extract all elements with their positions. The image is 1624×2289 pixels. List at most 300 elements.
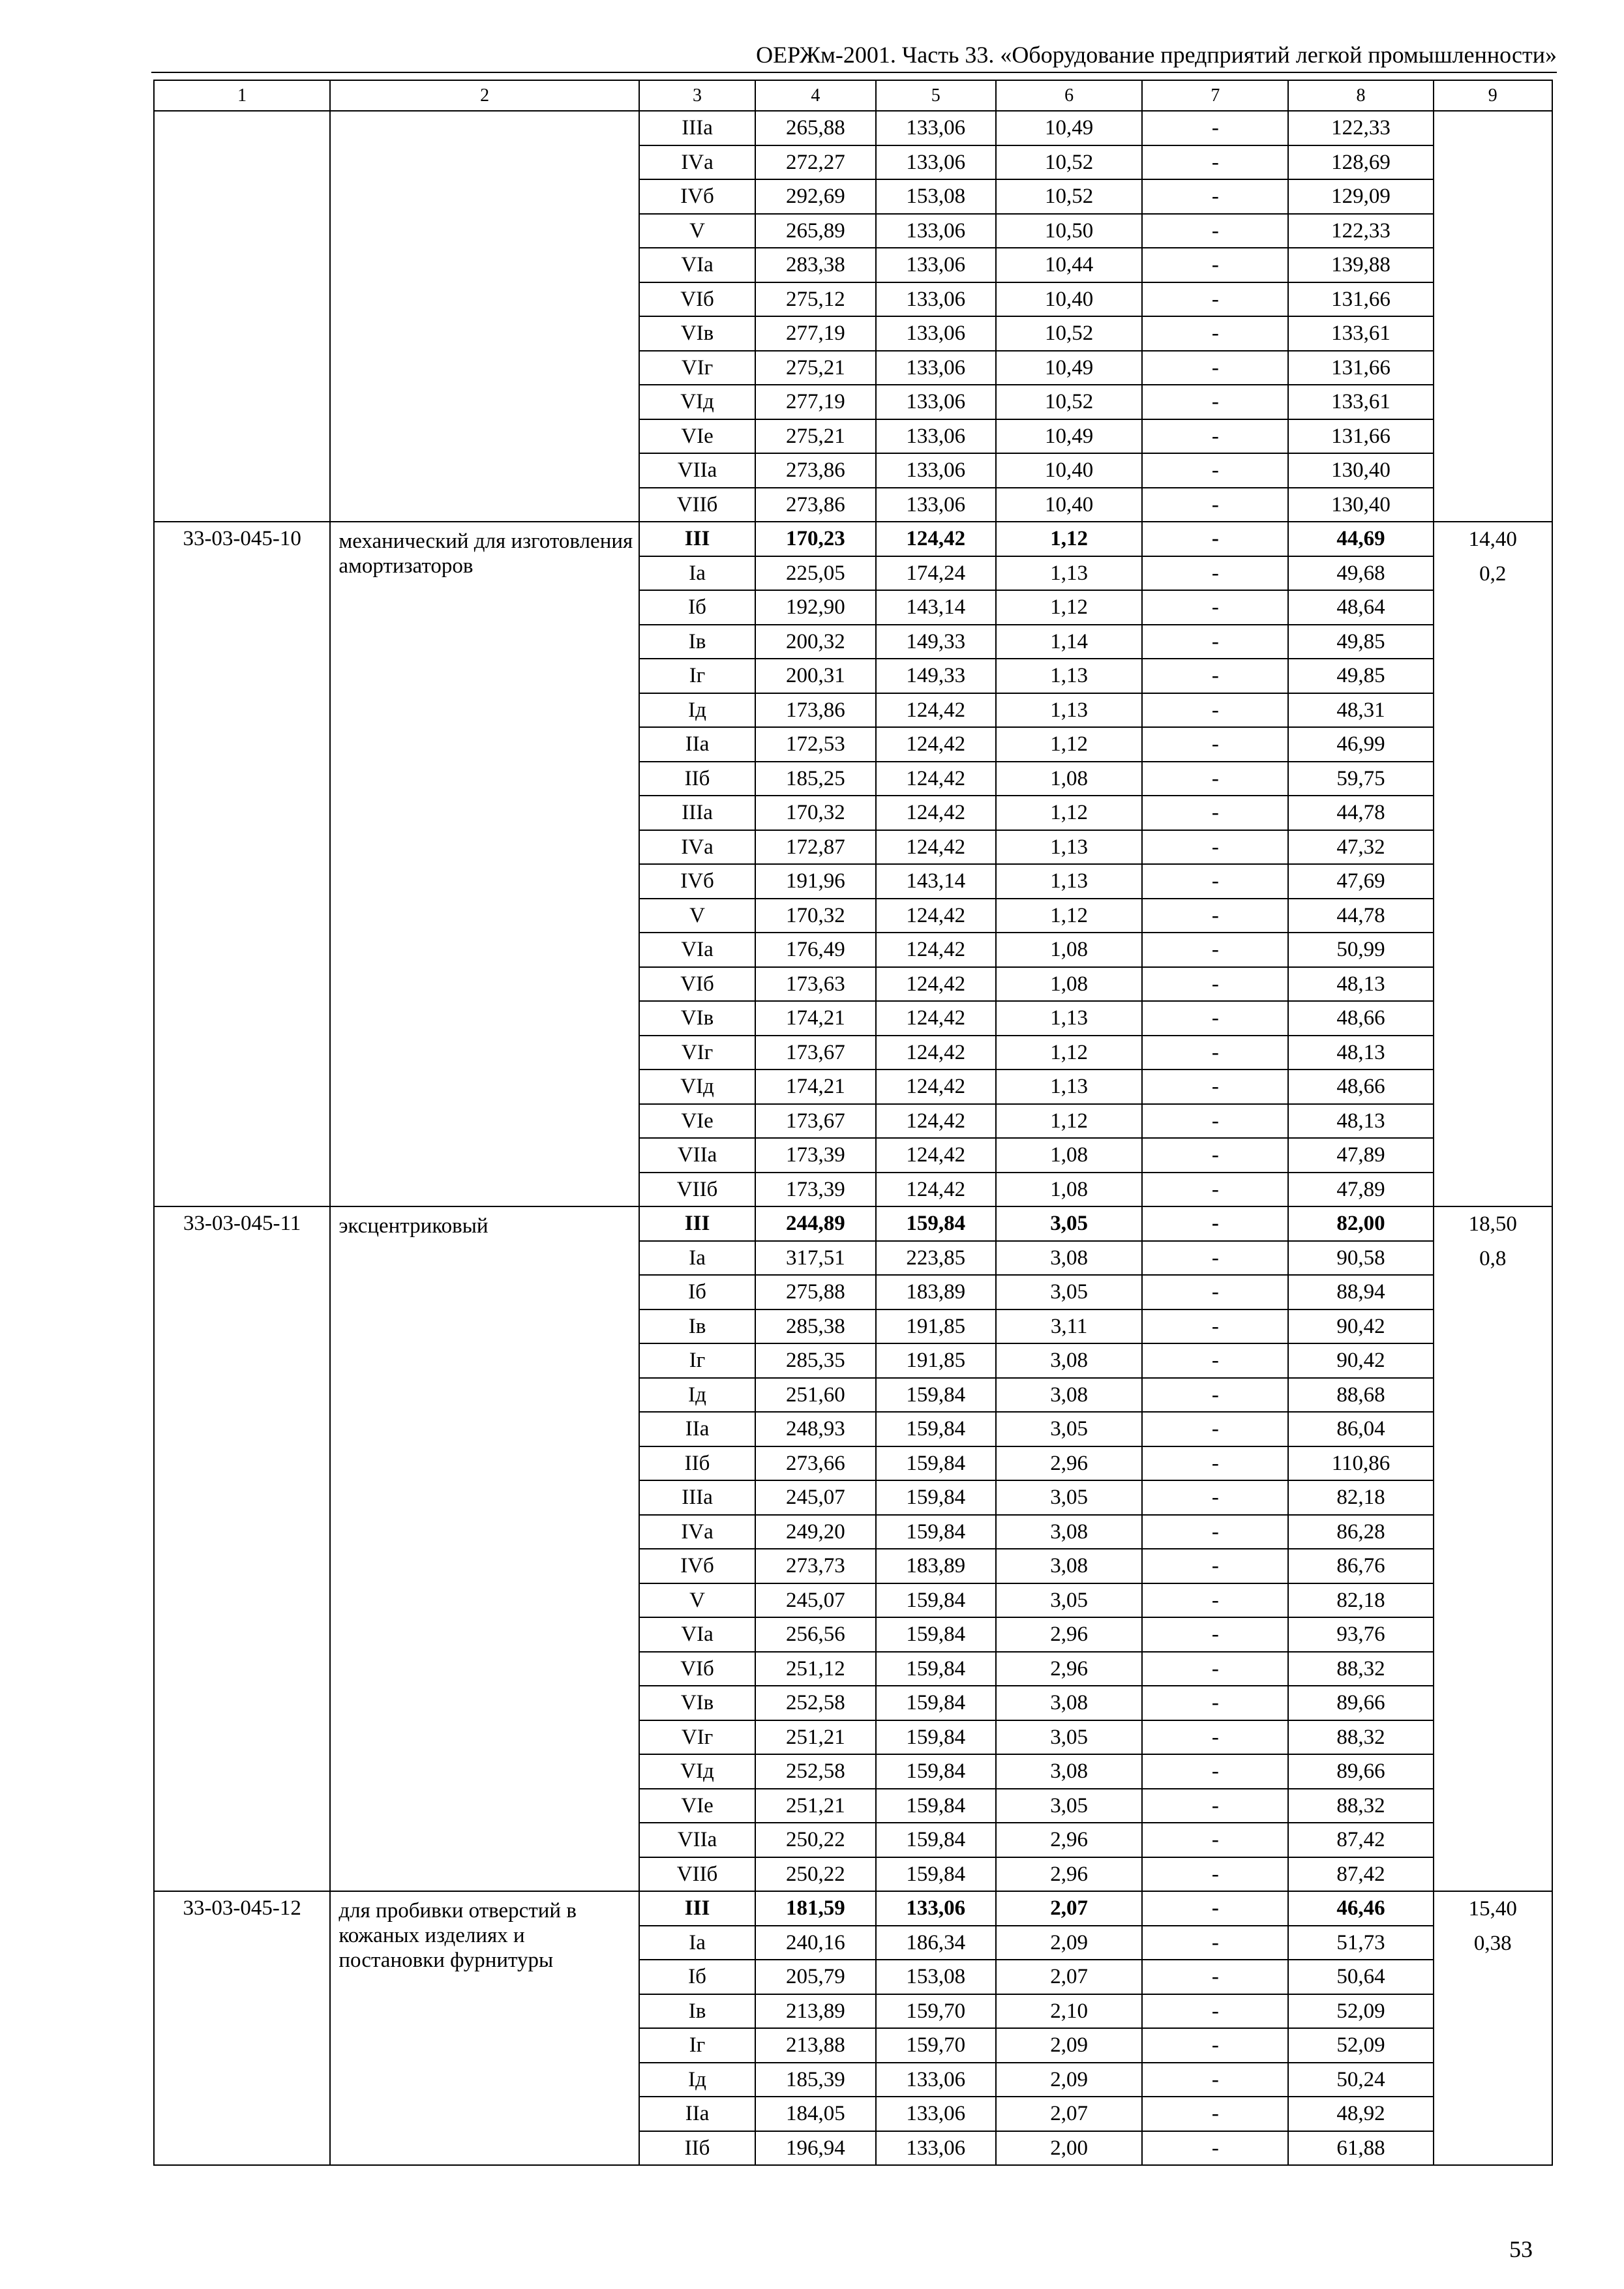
zone-cell: VIг bbox=[639, 351, 755, 385]
value-cell: 185,39 bbox=[755, 2063, 875, 2097]
value-cell: - bbox=[1142, 111, 1288, 145]
value-cell: 88,32 bbox=[1288, 1789, 1433, 1823]
value-cell: - bbox=[1142, 1891, 1288, 1926]
value-cell: - bbox=[1142, 762, 1288, 796]
value-cell: 159,84 bbox=[876, 1515, 996, 1549]
value-cell: 273,73 bbox=[755, 1549, 875, 1583]
materials-cell bbox=[1434, 522, 1552, 1206]
value-cell: 49,68 bbox=[1288, 556, 1433, 591]
value-cell: - bbox=[1142, 659, 1288, 693]
value-cell: 149,33 bbox=[876, 659, 996, 693]
page-number: 53 bbox=[1509, 2236, 1533, 2262]
zone-cell: III bbox=[639, 1206, 755, 1241]
value-cell: 2,10 bbox=[996, 1994, 1142, 2029]
value-cell: 277,19 bbox=[755, 316, 875, 351]
zone-cell: IIб bbox=[639, 1446, 755, 1481]
value-cell: 87,42 bbox=[1288, 1857, 1433, 1892]
value-cell: 130,40 bbox=[1288, 488, 1433, 522]
value-cell: 82,18 bbox=[1288, 1583, 1433, 1618]
value-cell: - bbox=[1142, 1549, 1288, 1583]
value-cell: 2,09 bbox=[996, 1926, 1142, 1960]
value-cell: 159,84 bbox=[876, 1857, 996, 1892]
value-cell: 159,84 bbox=[876, 1617, 996, 1652]
zone-cell: IIа bbox=[639, 2097, 755, 2131]
value-cell: 124,42 bbox=[876, 693, 996, 728]
zone-cell: VIб bbox=[639, 282, 755, 317]
value-cell: 1,13 bbox=[996, 864, 1142, 899]
value-cell: 173,63 bbox=[755, 967, 875, 1002]
value-cell: 159,84 bbox=[876, 1754, 996, 1789]
value-cell: 51,73 bbox=[1288, 1926, 1433, 1960]
value-cell: 196,94 bbox=[755, 2131, 875, 2166]
value-cell: 317,51 bbox=[755, 1241, 875, 1276]
value-cell: 88,68 bbox=[1288, 1378, 1433, 1413]
zone-cell: Iв bbox=[639, 1994, 755, 2029]
value-cell: 44,69 bbox=[1288, 522, 1433, 556]
value-cell: 285,35 bbox=[755, 1343, 875, 1378]
value-cell: 3,11 bbox=[996, 1309, 1142, 1344]
value-cell: 10,50 bbox=[996, 214, 1142, 248]
value-cell: 170,23 bbox=[755, 522, 875, 556]
value-cell: 273,66 bbox=[755, 1446, 875, 1481]
value-cell: 46,46 bbox=[1288, 1891, 1433, 1926]
value-cell: - bbox=[1142, 522, 1288, 556]
value-cell: 10,44 bbox=[996, 248, 1142, 282]
value-cell: - bbox=[1142, 556, 1288, 591]
value-cell: - bbox=[1142, 1823, 1288, 1857]
zone-cell: III bbox=[639, 522, 755, 556]
value-cell: 185,25 bbox=[755, 762, 875, 796]
value-cell: 133,06 bbox=[876, 2131, 996, 2166]
value-cell: - bbox=[1142, 796, 1288, 830]
value-cell: 88,94 bbox=[1288, 1275, 1433, 1309]
zone-cell: Iб bbox=[639, 590, 755, 625]
value-cell: 131,66 bbox=[1288, 351, 1433, 385]
value-cell: - bbox=[1142, 248, 1288, 282]
value-cell: 1,12 bbox=[996, 590, 1142, 625]
item-code bbox=[154, 111, 330, 522]
value-cell: 133,06 bbox=[876, 453, 996, 488]
materials-value: 0,38 bbox=[1473, 1932, 1512, 1955]
zone-cell: VIг bbox=[639, 1720, 755, 1755]
value-cell: 225,05 bbox=[755, 556, 875, 591]
value-cell: 159,84 bbox=[876, 1686, 996, 1720]
value-cell: 2,00 bbox=[996, 2131, 1142, 2166]
value-cell: 1,12 bbox=[996, 899, 1142, 933]
zone-cell: VIа bbox=[639, 1617, 755, 1652]
value-cell: 133,06 bbox=[876, 145, 996, 180]
value-cell: 153,08 bbox=[876, 179, 996, 214]
value-cell: 275,21 bbox=[755, 351, 875, 385]
value-cell: 124,42 bbox=[876, 522, 996, 556]
value-cell: 181,59 bbox=[755, 1891, 875, 1926]
value-cell: 192,90 bbox=[755, 590, 875, 625]
value-cell: - bbox=[1142, 282, 1288, 317]
zone-cell: Iд bbox=[639, 1378, 755, 1413]
zone-cell: IVа bbox=[639, 830, 755, 865]
value-cell: - bbox=[1142, 1275, 1288, 1309]
zone-cell: VIа bbox=[639, 248, 755, 282]
zone-cell: Iб bbox=[639, 1275, 755, 1309]
value-cell: 1,13 bbox=[996, 659, 1142, 693]
value-cell: 244,89 bbox=[755, 1206, 875, 1241]
value-cell: - bbox=[1142, 2028, 1288, 2063]
value-cell: - bbox=[1142, 1857, 1288, 1892]
value-cell: 173,39 bbox=[755, 1173, 875, 1207]
value-cell: 133,06 bbox=[876, 282, 996, 317]
value-cell: 273,86 bbox=[755, 453, 875, 488]
value-cell: - bbox=[1142, 316, 1288, 351]
value-cell: 173,39 bbox=[755, 1138, 875, 1173]
value-cell: 10,52 bbox=[996, 145, 1142, 180]
value-cell: - bbox=[1142, 1926, 1288, 1960]
value-cell: 88,32 bbox=[1288, 1720, 1433, 1755]
value-cell: 86,04 bbox=[1288, 1412, 1433, 1446]
value-cell: 159,84 bbox=[876, 1206, 996, 1241]
value-cell: 133,06 bbox=[876, 351, 996, 385]
value-cell: 133,06 bbox=[876, 2063, 996, 2097]
value-cell: 256,56 bbox=[755, 1617, 875, 1652]
zone-cell: VIIа bbox=[639, 453, 755, 488]
value-cell: - bbox=[1142, 1138, 1288, 1173]
value-cell: 159,84 bbox=[876, 1789, 996, 1823]
value-cell: 124,42 bbox=[876, 933, 996, 967]
zone-cell: IIIа bbox=[639, 111, 755, 145]
zone-cell: V bbox=[639, 1583, 755, 1618]
value-cell: 124,42 bbox=[876, 1070, 996, 1104]
value-cell: 183,89 bbox=[876, 1549, 996, 1583]
zone-cell: IVб bbox=[639, 1549, 755, 1583]
value-cell: 251,60 bbox=[755, 1378, 875, 1413]
value-cell: - bbox=[1142, 1206, 1288, 1241]
column-number: 5 bbox=[876, 80, 996, 111]
value-cell: 47,32 bbox=[1288, 830, 1433, 865]
value-cell: 133,06 bbox=[876, 214, 996, 248]
value-cell: 133,06 bbox=[876, 419, 996, 454]
value-cell: - bbox=[1142, 590, 1288, 625]
value-cell: - bbox=[1142, 2063, 1288, 2097]
value-cell: 48,66 bbox=[1288, 1001, 1433, 1036]
value-cell: 44,78 bbox=[1288, 899, 1433, 933]
zone-cell: VIIа bbox=[639, 1823, 755, 1857]
value-cell: 173,67 bbox=[755, 1104, 875, 1139]
value-cell: 143,14 bbox=[876, 590, 996, 625]
value-cell: - bbox=[1142, 1001, 1288, 1036]
zone-cell: IIа bbox=[639, 727, 755, 762]
column-number: 7 bbox=[1142, 80, 1288, 111]
value-cell: 2,07 bbox=[996, 1960, 1142, 1994]
value-cell: - bbox=[1142, 693, 1288, 728]
value-cell: 1,08 bbox=[996, 1138, 1142, 1173]
table-row bbox=[154, 111, 1552, 145]
header-rule bbox=[151, 72, 1557, 73]
value-cell: 50,99 bbox=[1288, 933, 1433, 967]
value-cell: - bbox=[1142, 1789, 1288, 1823]
value-cell: 159,70 bbox=[876, 1994, 996, 2029]
zone-cell: VIд bbox=[639, 1070, 755, 1104]
value-cell: 82,18 bbox=[1288, 1480, 1433, 1515]
column-number: 4 bbox=[755, 80, 875, 111]
table-row bbox=[154, 1891, 1552, 1926]
materials-value: 0,8 bbox=[1479, 1247, 1507, 1270]
value-cell: 205,79 bbox=[755, 1960, 875, 1994]
value-cell: 250,22 bbox=[755, 1857, 875, 1892]
column-number-row bbox=[154, 80, 1552, 111]
column-number: 8 bbox=[1288, 80, 1433, 111]
value-cell: 90,58 bbox=[1288, 1241, 1433, 1276]
value-cell: 272,27 bbox=[755, 145, 875, 180]
value-cell: 2,96 bbox=[996, 1617, 1142, 1652]
value-cell: 159,84 bbox=[876, 1412, 996, 1446]
value-cell: 143,14 bbox=[876, 864, 996, 899]
item-name bbox=[330, 111, 639, 522]
value-cell: - bbox=[1142, 2097, 1288, 2131]
value-cell: 159,84 bbox=[876, 1652, 996, 1686]
zone-cell: IVб bbox=[639, 179, 755, 214]
zone-cell: IVа bbox=[639, 1515, 755, 1549]
value-cell: 82,00 bbox=[1288, 1206, 1433, 1241]
value-cell: - bbox=[1142, 967, 1288, 1002]
item-code: 33-03-045-10 bbox=[154, 522, 330, 1206]
zone-cell: V bbox=[639, 214, 755, 248]
value-cell: 44,78 bbox=[1288, 796, 1433, 830]
value-cell: - bbox=[1142, 1480, 1288, 1515]
item-code: 33-03-045-12 bbox=[154, 1891, 330, 2165]
value-cell: 3,05 bbox=[996, 1412, 1142, 1446]
value-cell: 174,24 bbox=[876, 556, 996, 591]
value-cell: 159,84 bbox=[876, 1583, 996, 1618]
value-cell: - bbox=[1142, 1104, 1288, 1139]
column-number: 1 bbox=[154, 80, 330, 111]
value-cell: 223,85 bbox=[876, 1241, 996, 1276]
materials-value: 18,50 bbox=[1468, 1212, 1517, 1236]
column-number: 2 bbox=[330, 80, 639, 111]
value-cell: 133,06 bbox=[876, 2097, 996, 2131]
value-cell: 47,89 bbox=[1288, 1173, 1433, 1207]
value-cell: 130,40 bbox=[1288, 453, 1433, 488]
value-cell: 1,14 bbox=[996, 625, 1142, 659]
value-cell: - bbox=[1142, 1617, 1288, 1652]
value-cell: 2,07 bbox=[996, 1891, 1142, 1926]
value-cell: 3,08 bbox=[996, 1754, 1142, 1789]
value-cell: 48,66 bbox=[1288, 1070, 1433, 1104]
value-cell: 10,40 bbox=[996, 453, 1142, 488]
value-cell: 128,69 bbox=[1288, 145, 1433, 180]
value-cell: 273,86 bbox=[755, 488, 875, 522]
value-cell: 10,52 bbox=[996, 316, 1142, 351]
value-cell: 3,08 bbox=[996, 1343, 1142, 1378]
value-cell: - bbox=[1142, 1309, 1288, 1344]
value-cell: 1,08 bbox=[996, 1173, 1142, 1207]
value-cell: 248,93 bbox=[755, 1412, 875, 1446]
value-cell: 10,40 bbox=[996, 282, 1142, 317]
value-cell: 1,12 bbox=[996, 522, 1142, 556]
value-cell: 133,06 bbox=[876, 111, 996, 145]
value-cell: - bbox=[1142, 1036, 1288, 1070]
value-cell: 3,05 bbox=[996, 1275, 1142, 1309]
value-cell: 170,32 bbox=[755, 796, 875, 830]
value-cell: 1,08 bbox=[996, 762, 1142, 796]
value-cell: 2,96 bbox=[996, 1857, 1142, 1892]
value-cell: 49,85 bbox=[1288, 625, 1433, 659]
value-cell: 1,08 bbox=[996, 967, 1142, 1002]
value-cell: 133,06 bbox=[876, 385, 996, 419]
value-cell: 275,21 bbox=[755, 419, 875, 454]
value-cell: 124,42 bbox=[876, 762, 996, 796]
value-cell: - bbox=[1142, 145, 1288, 180]
value-cell: 191,96 bbox=[755, 864, 875, 899]
value-cell: 3,05 bbox=[996, 1206, 1142, 1241]
materials-cell bbox=[1434, 1206, 1552, 1891]
value-cell: 10,52 bbox=[996, 385, 1142, 419]
item-name: эксцентриковый bbox=[330, 1206, 639, 1891]
value-cell: 46,99 bbox=[1288, 727, 1433, 762]
value-cell: 172,87 bbox=[755, 830, 875, 865]
value-cell: 1,12 bbox=[996, 1104, 1142, 1139]
zone-cell: VIг bbox=[639, 1036, 755, 1070]
value-cell: - bbox=[1142, 625, 1288, 659]
zone-cell: IIIа bbox=[639, 796, 755, 830]
zone-cell: IIб bbox=[639, 2131, 755, 2166]
zone-cell: Iг bbox=[639, 659, 755, 693]
value-cell: 124,42 bbox=[876, 1036, 996, 1070]
zone-cell: VIа bbox=[639, 933, 755, 967]
value-cell: 191,85 bbox=[876, 1309, 996, 1344]
value-cell: 213,89 bbox=[755, 1994, 875, 2029]
value-cell: 50,24 bbox=[1288, 2063, 1433, 2097]
value-cell: - bbox=[1142, 179, 1288, 214]
value-cell: 2,07 bbox=[996, 2097, 1142, 2131]
value-cell: 133,06 bbox=[876, 1891, 996, 1926]
value-cell: 1,13 bbox=[996, 1001, 1142, 1036]
value-cell: 1,13 bbox=[996, 556, 1142, 591]
value-cell: 1,08 bbox=[996, 933, 1142, 967]
value-cell: 49,85 bbox=[1288, 659, 1433, 693]
zone-cell: VIд bbox=[639, 1754, 755, 1789]
value-cell: 172,53 bbox=[755, 727, 875, 762]
value-cell: 200,31 bbox=[755, 659, 875, 693]
materials-cell bbox=[1434, 1891, 1552, 2165]
zone-cell: Iв bbox=[639, 625, 755, 659]
zone-cell: Iд bbox=[639, 693, 755, 728]
value-cell: 124,42 bbox=[876, 899, 996, 933]
value-cell: 52,09 bbox=[1288, 1994, 1433, 2029]
value-cell: 124,42 bbox=[876, 830, 996, 865]
zone-cell: IIIа bbox=[639, 1480, 755, 1515]
zone-cell: IVа bbox=[639, 145, 755, 180]
value-cell: - bbox=[1142, 1343, 1288, 1378]
value-cell: 48,31 bbox=[1288, 693, 1433, 728]
value-cell: 2,96 bbox=[996, 1652, 1142, 1686]
value-cell: 124,42 bbox=[876, 796, 996, 830]
value-cell: - bbox=[1142, 1378, 1288, 1413]
value-cell: 48,92 bbox=[1288, 2097, 1433, 2131]
value-cell: 3,08 bbox=[996, 1241, 1142, 1276]
value-cell: 124,42 bbox=[876, 1001, 996, 1036]
value-cell: 245,07 bbox=[755, 1480, 875, 1515]
running-header: ОЕРЖм-2001. Часть 33. «Оборудование предприятий легкой промышленности» bbox=[756, 42, 1557, 68]
value-cell: 3,05 bbox=[996, 1480, 1142, 1515]
table-row bbox=[154, 522, 1552, 556]
value-cell: 176,49 bbox=[755, 933, 875, 967]
value-cell: 251,21 bbox=[755, 1720, 875, 1755]
value-cell: 10,40 bbox=[996, 488, 1142, 522]
value-cell: 88,32 bbox=[1288, 1652, 1433, 1686]
value-cell: - bbox=[1142, 1994, 1288, 2029]
zone-cell: VIб bbox=[639, 967, 755, 1002]
value-cell: 275,12 bbox=[755, 282, 875, 317]
materials-cell bbox=[1434, 111, 1552, 522]
zone-cell: VIе bbox=[639, 419, 755, 454]
value-cell: 47,89 bbox=[1288, 1138, 1433, 1173]
value-cell: - bbox=[1142, 419, 1288, 454]
value-cell: 133,61 bbox=[1288, 316, 1433, 351]
value-cell: 50,64 bbox=[1288, 1960, 1433, 1994]
value-cell: - bbox=[1142, 453, 1288, 488]
zone-cell: VIв bbox=[639, 316, 755, 351]
value-cell: 10,49 bbox=[996, 419, 1142, 454]
value-cell: 10,49 bbox=[996, 111, 1142, 145]
value-cell: - bbox=[1142, 1583, 1288, 1618]
value-cell: 200,32 bbox=[755, 625, 875, 659]
zone-cell: Iг bbox=[639, 1343, 755, 1378]
zone-cell: VIв bbox=[639, 1001, 755, 1036]
zone-cell: Iд bbox=[639, 2063, 755, 2097]
value-cell: 174,21 bbox=[755, 1001, 875, 1036]
value-cell: - bbox=[1142, 830, 1288, 865]
value-cell: - bbox=[1142, 2131, 1288, 2166]
value-cell: 174,21 bbox=[755, 1070, 875, 1104]
value-cell: 265,88 bbox=[755, 111, 875, 145]
value-cell: - bbox=[1142, 1070, 1288, 1104]
value-cell: 159,84 bbox=[876, 1480, 996, 1515]
value-cell: 3,05 bbox=[996, 1789, 1142, 1823]
value-cell: 133,06 bbox=[876, 316, 996, 351]
zone-cell: Iв bbox=[639, 1309, 755, 1344]
value-cell: 1,12 bbox=[996, 796, 1142, 830]
value-cell: - bbox=[1142, 1652, 1288, 1686]
value-cell: 184,05 bbox=[755, 2097, 875, 2131]
value-cell: 90,42 bbox=[1288, 1309, 1433, 1344]
value-cell: 3,08 bbox=[996, 1378, 1142, 1413]
value-cell: 275,88 bbox=[755, 1275, 875, 1309]
value-cell: - bbox=[1142, 933, 1288, 967]
rates-table bbox=[153, 80, 1553, 2166]
value-cell: 183,89 bbox=[876, 1275, 996, 1309]
value-cell: - bbox=[1142, 385, 1288, 419]
value-cell: 124,42 bbox=[876, 967, 996, 1002]
value-cell: 170,32 bbox=[755, 899, 875, 933]
value-cell: 110,86 bbox=[1288, 1446, 1433, 1481]
value-cell: 10,52 bbox=[996, 179, 1142, 214]
value-cell: 159,84 bbox=[876, 1720, 996, 1755]
value-cell: 59,75 bbox=[1288, 762, 1433, 796]
materials-value: 14,40 bbox=[1468, 528, 1517, 551]
value-cell: 124,42 bbox=[876, 727, 996, 762]
value-cell: 10,49 bbox=[996, 351, 1142, 385]
value-cell: 124,42 bbox=[876, 1173, 996, 1207]
value-cell: 1,12 bbox=[996, 1036, 1142, 1070]
value-cell: 86,28 bbox=[1288, 1515, 1433, 1549]
value-cell: 153,08 bbox=[876, 1960, 996, 1994]
zone-cell: Iа bbox=[639, 1241, 755, 1276]
value-cell: 283,38 bbox=[755, 248, 875, 282]
value-cell: 52,09 bbox=[1288, 2028, 1433, 2063]
value-cell: 3,05 bbox=[996, 1583, 1142, 1618]
column-number: 6 bbox=[996, 80, 1142, 111]
value-cell: 124,42 bbox=[876, 1138, 996, 1173]
value-cell: 131,66 bbox=[1288, 419, 1433, 454]
